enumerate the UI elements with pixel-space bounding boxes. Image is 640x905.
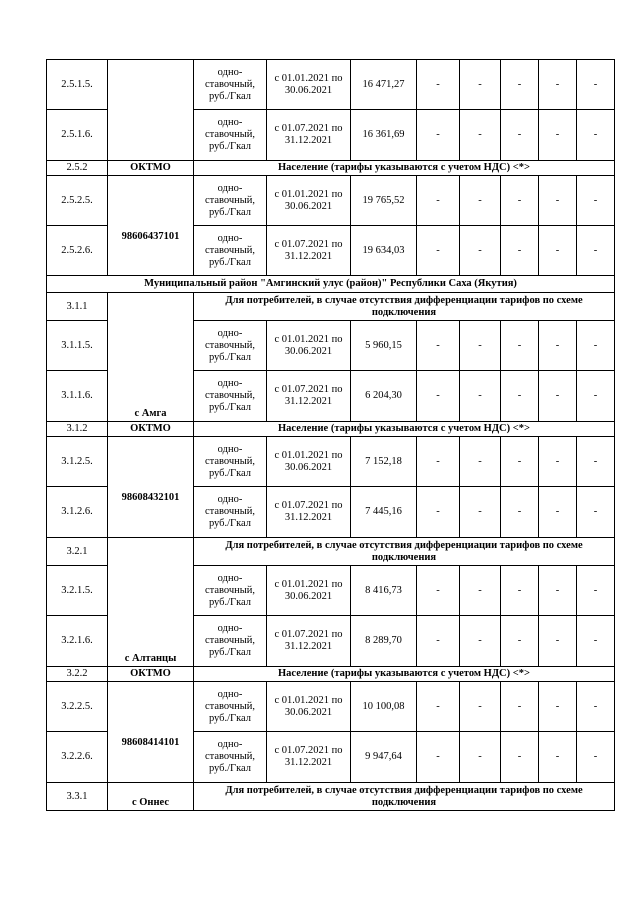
- dash-cell: -: [460, 321, 501, 371]
- rate-type: одно-ставочный, руб./Гкал: [194, 371, 267, 422]
- dash-cell: -: [417, 616, 460, 667]
- row-number: 3.2.1.6.: [47, 616, 108, 667]
- tariff-value: 19 765,52: [351, 176, 417, 226]
- row-number: 3.1.2.6.: [47, 487, 108, 538]
- table-row: [47, 293, 615, 321]
- dash-cell: -: [460, 371, 501, 422]
- locality-cell: [108, 293, 194, 422]
- row-number: 3.2.2: [47, 667, 108, 682]
- tariff-value: 6 204,30: [351, 371, 417, 422]
- dash-cell: -: [417, 566, 460, 616]
- table-row: [47, 60, 615, 110]
- dash-cell: -: [460, 176, 501, 226]
- oktmo-label: ОКТМО: [108, 667, 194, 682]
- dash-cell: -: [501, 226, 539, 276]
- locality-name: с Амга: [134, 408, 167, 419]
- dash-cell: -: [501, 371, 539, 422]
- period: с 01.07.2021 по 31.12.2021: [267, 226, 351, 276]
- period: с 01.01.2021 по 30.06.2021: [267, 321, 351, 371]
- dash-cell: -: [577, 60, 615, 110]
- row-number: 2.5.2.6.: [47, 226, 108, 276]
- rate-type: одно-ставочный, руб./Гкал: [194, 682, 267, 732]
- oktmo-code-cell: [108, 682, 194, 783]
- dash-cell: -: [577, 176, 615, 226]
- rate-type: одно-ставочный, руб./Гкал: [194, 321, 267, 371]
- table-row: [47, 437, 615, 487]
- row-number: 3.1.2.5.: [47, 437, 108, 487]
- dash-cell: -: [460, 616, 501, 667]
- dash-cell: -: [539, 371, 577, 422]
- dash-cell: -: [577, 566, 615, 616]
- tariff-value: 7 152,18: [351, 437, 417, 487]
- rate-type: одно-ставочный, руб./Гкал: [194, 487, 267, 538]
- dash-cell: -: [460, 682, 501, 732]
- period: с 01.07.2021 по 31.12.2021: [267, 110, 351, 161]
- period: с 01.01.2021 по 30.06.2021: [267, 176, 351, 226]
- tariff-value: 5 960,15: [351, 321, 417, 371]
- period: с 01.01.2021 по 30.06.2021: [267, 437, 351, 487]
- oktmo-code: 98608414101: [121, 737, 180, 748]
- locality-name: с Алтанцы: [124, 653, 177, 664]
- dash-cell: -: [539, 682, 577, 732]
- table-row: [47, 682, 615, 732]
- tariff-value: 8 416,73: [351, 566, 417, 616]
- period: с 01.07.2021 по 31.12.2021: [267, 371, 351, 422]
- dash-cell: -: [539, 226, 577, 276]
- rate-type: одно-ставочный, руб./Гкал: [194, 732, 267, 783]
- rate-type: одно-ставочный, руб./Гкал: [194, 616, 267, 667]
- locality-cell: [108, 783, 194, 811]
- section-header: Для потребителей, в случае отсутствия дифференциации тарифов по схеме подключения: [194, 538, 615, 566]
- rate-type: одно-ставочный, руб./Гкал: [194, 566, 267, 616]
- tariff-value: 16 471,27: [351, 60, 417, 110]
- dash-cell: -: [577, 321, 615, 371]
- dash-cell: -: [539, 732, 577, 783]
- table-row: [47, 176, 615, 226]
- dash-cell: -: [417, 110, 460, 161]
- section-header: Население (тарифы указываются с учетом НДС) <*>: [194, 667, 615, 682]
- table-row: [47, 667, 615, 682]
- dash-cell: -: [460, 110, 501, 161]
- row-number: 2.5.2.5.: [47, 176, 108, 226]
- table-row: [47, 422, 615, 437]
- dash-cell: -: [417, 732, 460, 783]
- dash-cell: -: [539, 60, 577, 110]
- dash-cell: -: [460, 487, 501, 538]
- dash-cell: -: [417, 437, 460, 487]
- dash-cell: -: [539, 321, 577, 371]
- dash-cell: -: [501, 110, 539, 161]
- row-number: 3.1.1.5.: [47, 321, 108, 371]
- dash-cell: -: [577, 437, 615, 487]
- row-number: 2.5.1.6.: [47, 110, 108, 161]
- row-number: 3.2.2.5.: [47, 682, 108, 732]
- rate-type: одно-ставочный, руб./Гкал: [194, 110, 267, 161]
- dash-cell: -: [501, 566, 539, 616]
- dash-cell: -: [501, 437, 539, 487]
- dash-cell: -: [577, 226, 615, 276]
- dash-cell: -: [417, 321, 460, 371]
- dash-cell: -: [501, 616, 539, 667]
- dash-cell: -: [460, 226, 501, 276]
- dash-cell: -: [460, 732, 501, 783]
- period: с 01.01.2021 по 30.06.2021: [267, 682, 351, 732]
- tariff-table: [46, 59, 615, 811]
- period: с 01.07.2021 по 31.12.2021: [267, 487, 351, 538]
- row-number: 2.5.1.5.: [47, 60, 108, 110]
- rate-type: одно-ставочный, руб./Гкал: [194, 226, 267, 276]
- row-number: 3.1.1.6.: [47, 371, 108, 422]
- oktmo-code-cell: [108, 437, 194, 538]
- dash-cell: -: [417, 176, 460, 226]
- oktmo-label: ОКТМО: [108, 422, 194, 437]
- section-header: Для потребителей, в случае отсутствия дифференциации тарифов по схеме подключения: [194, 783, 615, 811]
- dash-cell: -: [460, 60, 501, 110]
- tariff-value: 16 361,69: [351, 110, 417, 161]
- dash-cell: -: [577, 732, 615, 783]
- rate-type: одно-ставочный, руб./Гкал: [194, 60, 267, 110]
- table-row: [47, 783, 615, 811]
- section-header: Население (тарифы указываются с учетом НДС) <*>: [194, 161, 615, 176]
- dash-cell: -: [539, 176, 577, 226]
- oktmo-code: 98606437101: [121, 230, 180, 242]
- dash-cell: -: [501, 60, 539, 110]
- dash-cell: -: [577, 110, 615, 161]
- locality-name: с Оннес: [131, 797, 169, 808]
- row-number: 3.1.1: [47, 293, 108, 321]
- district-header: Муниципальный район "Амгинский улус (район)" Республики Саха (Якутия): [47, 276, 615, 293]
- dash-cell: -: [577, 616, 615, 667]
- oktmo-code: 98608432101: [121, 492, 180, 503]
- tariff-value: 19 634,03: [351, 226, 417, 276]
- section-header: Для потребителей, в случае отсутствия дифференциации тарифов по схеме подключения: [194, 293, 615, 321]
- dash-cell: -: [460, 437, 501, 487]
- oktmo-label: ОКТМО: [108, 161, 194, 176]
- period: с 01.01.2021 по 30.06.2021: [267, 60, 351, 110]
- dash-cell: -: [539, 437, 577, 487]
- period: с 01.07.2021 по 31.12.2021: [267, 616, 351, 667]
- locality-cell: [108, 60, 194, 161]
- locality-cell: [108, 538, 194, 667]
- dash-cell: -: [577, 371, 615, 422]
- row-number: 3.2.1.5.: [47, 566, 108, 616]
- dash-cell: -: [417, 371, 460, 422]
- period: с 01.07.2021 по 31.12.2021: [267, 732, 351, 783]
- oktmo-code-cell: [108, 176, 194, 276]
- row-number: 3.2.2.6.: [47, 732, 108, 783]
- tariff-value: 7 445,16: [351, 487, 417, 538]
- table-row: [47, 161, 615, 176]
- dash-cell: -: [577, 487, 615, 538]
- table-row: [47, 538, 615, 566]
- dash-cell: -: [417, 487, 460, 538]
- section-header: Население (тарифы указываются с учетом НДС) <*>: [194, 422, 615, 437]
- period: с 01.01.2021 по 30.06.2021: [267, 566, 351, 616]
- dash-cell: -: [501, 682, 539, 732]
- row-number: 2.5.2: [47, 161, 108, 176]
- rate-type: одно-ставочный, руб./Гкал: [194, 437, 267, 487]
- dash-cell: -: [501, 321, 539, 371]
- dash-cell: -: [577, 682, 615, 732]
- tariff-value: 8 289,70: [351, 616, 417, 667]
- dash-cell: -: [501, 176, 539, 226]
- table-row: [47, 276, 615, 293]
- dash-cell: -: [539, 110, 577, 161]
- row-number: 3.2.1: [47, 538, 108, 566]
- row-number: 3.3.1: [47, 783, 108, 811]
- dash-cell: -: [501, 487, 539, 538]
- tariff-value: 10 100,08: [351, 682, 417, 732]
- dash-cell: -: [417, 226, 460, 276]
- dash-cell: -: [417, 60, 460, 110]
- dash-cell: -: [417, 682, 460, 732]
- tariff-value: 9 947,64: [351, 732, 417, 783]
- dash-cell: -: [539, 487, 577, 538]
- row-number: 3.1.2: [47, 422, 108, 437]
- dash-cell: -: [539, 616, 577, 667]
- dash-cell: -: [460, 566, 501, 616]
- rate-type: одно-ставочный, руб./Гкал: [194, 176, 267, 226]
- dash-cell: -: [501, 732, 539, 783]
- dash-cell: -: [539, 566, 577, 616]
